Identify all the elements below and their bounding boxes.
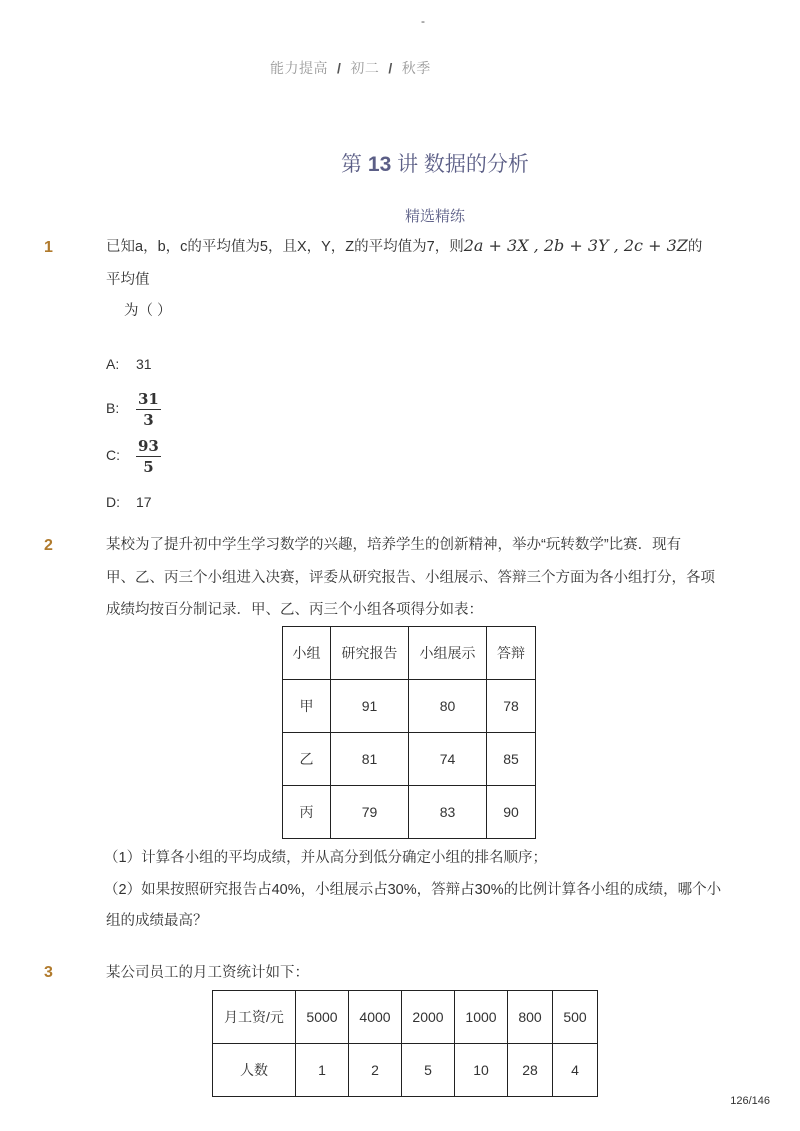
table-cell: 月工资/元	[213, 991, 296, 1044]
page-number: 126/146	[730, 1095, 770, 1107]
table-cell: 4	[553, 1044, 598, 1097]
option-c[interactable]	[106, 436, 161, 477]
question-number: 2	[44, 537, 53, 554]
table-cell: 83	[409, 786, 487, 839]
option-label: C:	[106, 447, 120, 464]
q1-formula: 2a + 3X , 2b + 3Y , 2c + 3Z	[463, 236, 688, 255]
denominator: 3	[143, 411, 154, 429]
table-row	[283, 733, 536, 786]
breadcrumb-separator: /	[337, 60, 342, 76]
q3-line1: 某公司员工的月工资统计如下：	[106, 965, 309, 981]
option-label: B:	[106, 400, 120, 417]
table-row	[213, 1044, 598, 1097]
q2-sub2-line1: （2）如果按照研究报告占40%，小组展示占30%，答辩占30%的比例计算各小组的成绩，哪个小	[104, 882, 722, 898]
q1-line3: 为（ ）	[124, 303, 172, 319]
table-cell: 丙	[283, 786, 331, 839]
title-prefix: 第	[341, 153, 363, 176]
q2-line3: 成绩均按百分制记录．甲、乙、丙三个小组各项得分如表：	[106, 602, 483, 618]
table-cell: 2	[349, 1044, 402, 1097]
table-cell: 人数	[213, 1044, 296, 1097]
q2-sub1: （1）计算各小组的平均成绩，并从高分到低分确定小组的排名顺序；	[104, 850, 548, 866]
table-cell: 4000	[349, 991, 402, 1044]
table-header-cell: 小组	[283, 627, 331, 680]
table-header-cell: 研究报告	[331, 627, 409, 680]
table-cell: 78	[487, 680, 536, 733]
table-cell: 10	[455, 1044, 508, 1097]
top-mark: -	[421, 14, 425, 28]
table-cell: 85	[487, 733, 536, 786]
table-cell: 91	[331, 680, 409, 733]
table-cell: 80	[409, 680, 487, 733]
table-cell: 乙	[283, 733, 331, 786]
salary-table	[212, 990, 598, 1097]
breadcrumb-item: 初二	[350, 60, 380, 76]
option-label: D:	[106, 494, 120, 510]
q2-line2: 甲、乙、丙三个小组进入决赛，评委从研究报告、小组展示、答辩三个方面为各小组打分，各项	[106, 570, 715, 586]
breadcrumb	[270, 58, 431, 78]
question-number: 3	[44, 964, 53, 981]
lecture-number: 13	[367, 153, 392, 176]
table-cell: 500	[553, 991, 598, 1044]
table-row	[283, 786, 536, 839]
fraction	[136, 389, 161, 430]
q2-line1: 某校为了提升初中学生学习数学的兴趣，培养学生的创新精神，举办“玩转数学”比赛．现有	[106, 537, 682, 553]
breadcrumb-separator: /	[388, 60, 393, 76]
table-row	[213, 991, 598, 1044]
section-title: 精选精练	[404, 208, 465, 225]
page-title	[0, 148, 800, 178]
q1-line1-end: 的	[687, 239, 703, 255]
fraction	[136, 436, 161, 477]
table-cell: 甲	[283, 680, 331, 733]
table-header-row	[283, 627, 536, 680]
q1-line2: 平均值	[106, 272, 150, 288]
table-cell: 800	[508, 991, 553, 1044]
question-number: 1	[44, 239, 53, 256]
option-value: 31	[136, 356, 152, 372]
score-table	[282, 626, 536, 839]
option-value: 17	[136, 494, 152, 510]
title-suffix: 讲 数据的分析	[397, 153, 529, 176]
table-cell: 2000	[402, 991, 455, 1044]
table-cell: 90	[487, 786, 536, 839]
q1-line1-text: 已知a，b，c的平均值为5，且X，Y，Z的平均值为7，则	[106, 239, 464, 255]
table-cell: 81	[331, 733, 409, 786]
table-cell: 28	[508, 1044, 553, 1097]
table-header-cell: 小组展示	[409, 627, 487, 680]
option-d[interactable]	[106, 494, 152, 510]
table-cell: 5000	[296, 991, 349, 1044]
breadcrumb-item: 能力提高	[270, 60, 328, 76]
table-cell: 1	[296, 1044, 349, 1097]
numerator: 93	[138, 437, 159, 455]
breadcrumb-item: 秋季	[401, 60, 431, 76]
q2-sub2-line2: 组的成绩最高？	[106, 913, 208, 929]
option-a[interactable]	[106, 356, 152, 372]
denominator: 5	[143, 458, 154, 476]
table-cell: 74	[409, 733, 487, 786]
table-row	[283, 680, 536, 733]
table-cell: 1000	[455, 991, 508, 1044]
table-header-cell: 答辩	[487, 627, 536, 680]
option-b[interactable]	[106, 389, 161, 430]
q1-line1	[106, 231, 702, 262]
numerator: 31	[138, 390, 159, 408]
option-label: A:	[106, 356, 120, 372]
table-cell: 79	[331, 786, 409, 839]
table-cell: 5	[402, 1044, 455, 1097]
